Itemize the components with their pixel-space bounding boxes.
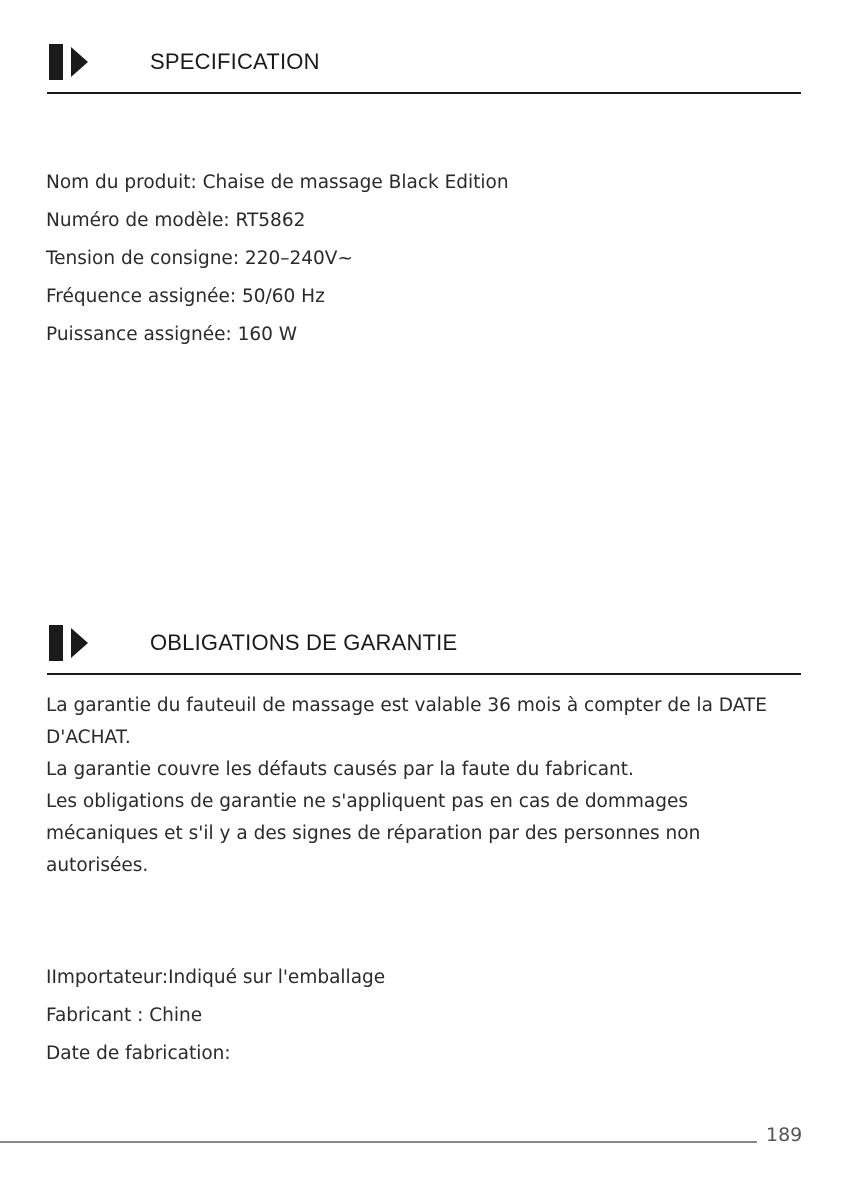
section-divider xyxy=(47,673,801,675)
specification-list xyxy=(46,170,509,360)
warranty-header xyxy=(47,625,801,675)
warranty-paragraph: La garantie du fauteuil de massage est valable 36 mois à compter de la DATE D'ACHAT. xyxy=(46,695,767,748)
specification-title: SPECIFICATION xyxy=(150,49,320,74)
spec-product-name: Nom du produit: Chaise de massage Black Edition xyxy=(46,172,509,193)
spec-model-number: Numéro de modèle: RT5862 xyxy=(46,210,306,231)
manufacture-date-line: Date de fabrication: xyxy=(46,1043,231,1064)
footer-divider xyxy=(0,1141,757,1143)
warranty-paragraph: La garantie couvre les défauts causés par la faute du fabricant. xyxy=(46,759,634,780)
warranty-title: OBLIGATIONS DE GARANTIE xyxy=(150,630,458,655)
section-marker-icon xyxy=(49,44,91,80)
spec-frequency: Fréquence assignée: 50/60 Hz xyxy=(46,286,325,307)
page-number: 189 xyxy=(766,1124,803,1146)
warranty-text xyxy=(46,690,776,882)
specification-header xyxy=(47,44,801,94)
spec-power: Puissance assignée: 160 W xyxy=(46,324,298,345)
warranty-paragraph: Les obligations de garantie ne s'appliquent pas en cas de dommages mécaniques et s'il y a des signes de réparation par des personnes non autorisées. xyxy=(46,791,701,876)
manufacturer-info xyxy=(46,965,385,1079)
spec-voltage: Tension de consigne: 220–240V~ xyxy=(46,248,353,269)
manufacturer-line: Fabricant : Chine xyxy=(46,1005,203,1026)
section-divider xyxy=(47,92,801,94)
section-marker-icon xyxy=(49,625,91,661)
importer-line: IImportateur:Indiqué sur l'emballage xyxy=(46,967,386,988)
